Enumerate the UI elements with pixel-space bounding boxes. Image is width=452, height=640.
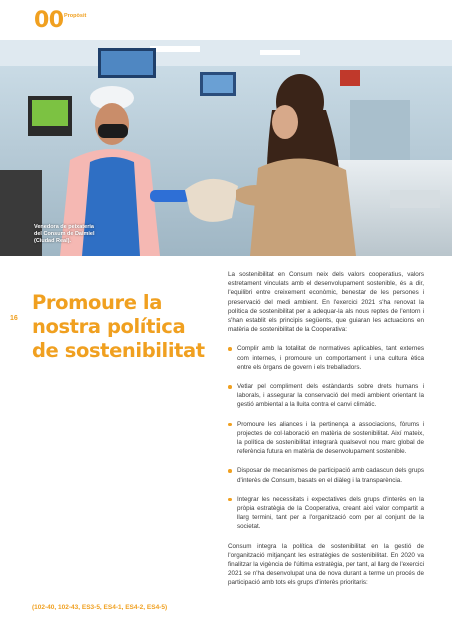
intro-paragraph: La sostenibilitat en Consum neix dels valors cooperatius, valors estretament vinculats amb el desenvolupament sostenible, és a dir, l'equilibri entre creixement econòmic, benestar de les persones i preservació del medi ambient. En l'exercici 2021 s'ha renovat la política de sostenibilitat per a adequar-la als nous reptes de l'entorn i s'han establit els principis següents, que guiaran les actuacions en matèria de sostenibilitat de la Cooperativa:: [228, 271, 424, 334]
gri-references: (102-40, 102-43, ES3-5, ES4-1, ES4-2, ES4-5): [32, 604, 168, 611]
list-item: Promoure les aliances i la pertinença a associacions, fòrums i projectes de col·laboració en matèria de sostenibilitat. Així mateix, la política de sostenibilitat integrarà qualsevol nou marc global de referència futura en matèria de desenvolupament sostenible.: [228, 420, 424, 457]
title-line: de sostenibilitat: [32, 339, 205, 363]
closing-paragraph: Consum integra la política de sostenibilitat en la gestió de l'organització mitjançant les estratègies de sostenibilitat. En 2020 va finalitzar la vigència de l'última estratègia, per tant, al llarg de l'exercici 2021 se n'ha desenvolupat una de nova durant a terme un procés de participació amb tots els grups d'interès prioritaris:: [228, 542, 424, 587]
title-line: Promoure la: [32, 291, 162, 315]
list-item: Integrar les necessitats i expectatives dels grups d'interès en la pròpia estratègia de la Cooperativa, creant així valor compartit a llarg termini, tant per a l'organització com per al conjunt de la societat.: [228, 495, 424, 532]
caption-line: Venedora de peixateria: [34, 224, 94, 230]
list-item: Disposar de mecanismes de participació amb cadascun dels grups d'interès de Consum, basats en el diàleg i la transparència.: [228, 466, 424, 484]
page-number: 16: [10, 315, 18, 322]
list-item: Vetlar pel compliment dels estàndards sobre drets humans i laborals, i assegurar la conservació del medi ambient orientant la gestió ambiental a la lluita contra el canvi climàtic.: [228, 382, 424, 410]
photo-caption: [34, 224, 124, 245]
caption-line: (Ciudad Real).: [34, 238, 71, 244]
principles-list: [228, 344, 424, 531]
title-line: nostra política: [32, 315, 186, 339]
page-title: [32, 291, 218, 363]
caption-line: del Consum de Daimiel: [34, 231, 95, 237]
section-number: 00: [34, 8, 64, 33]
section-label: Propòsit: [64, 13, 87, 19]
list-item: Complir amb la totalitat de normatives aplicables, tant externes com internes, i promoure un comportament i una cultura ètica entre els òrgans de govern i els treballadors.: [228, 344, 424, 372]
body-text: [228, 270, 424, 598]
